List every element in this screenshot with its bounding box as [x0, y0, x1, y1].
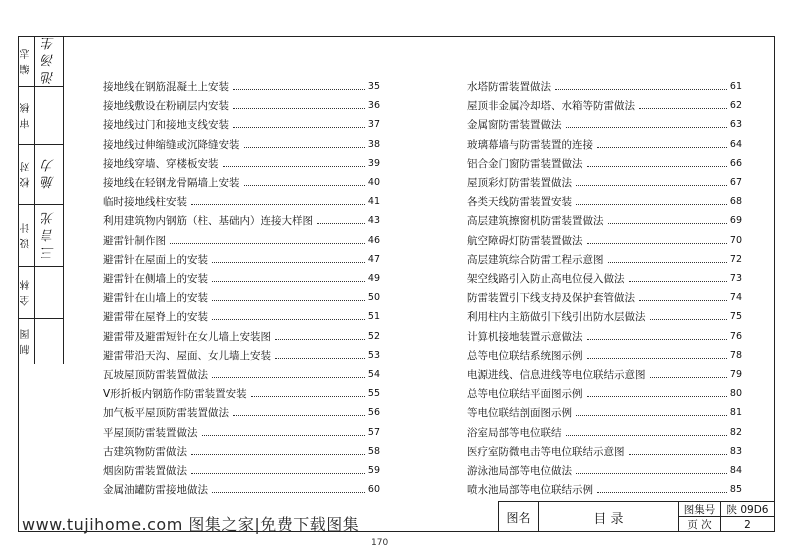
- toc-leader-dots: [212, 491, 365, 493]
- sidebar-label: 制 图: [21, 328, 32, 355]
- toc-entry-page: 72: [729, 253, 742, 265]
- toc-leader-dots: [576, 184, 727, 186]
- toc-leader-dots: [275, 357, 365, 359]
- toc-entry-page: 46: [367, 234, 380, 246]
- sidebar-label: 审 核: [21, 102, 32, 129]
- toc-leader-dots: [587, 338, 727, 340]
- toc-entry-page: 51: [367, 311, 380, 323]
- sidebar-row-1: [18, 36, 64, 86]
- toc-leader-dots: [191, 472, 365, 474]
- toc-leader-dots: [223, 165, 365, 167]
- toc-entry: [467, 401, 742, 419]
- toc-entry: [467, 459, 742, 477]
- sidebar-row-5: [18, 266, 64, 318]
- toc-leader-dots: [212, 299, 365, 301]
- toc-entry-page: 79: [729, 369, 742, 380]
- toc-leader-dots: [244, 146, 365, 148]
- toc-entry-page: 70: [729, 234, 742, 246]
- toc-entry: [467, 440, 742, 458]
- sidebar-row-3: [18, 144, 64, 204]
- sidebar-row-4: [18, 204, 64, 266]
- toc-entry-title: 避雷带沿天沟、屋面、女儿墙上安装: [103, 349, 271, 362]
- toc-entry-page: 74: [729, 292, 742, 304]
- toc-entry-title: 总等电位联结系统图示例: [467, 349, 583, 362]
- toc-leader-dots: [212, 376, 365, 378]
- toc-entry: [467, 171, 742, 189]
- watermark-text: www.tujihome.com 图集之家|免费下载图集: [22, 515, 360, 534]
- toc-entry-title: 平屋顶防雷装置做法: [103, 426, 198, 439]
- toc-entry: [467, 248, 742, 266]
- toc-leader-dots: [275, 338, 365, 340]
- toc-entry-title: 高层建筑综合防雷工程示意图: [467, 253, 604, 266]
- toc-entry-title: V形折板内钢筋作防雷装置安装: [103, 388, 247, 401]
- toc-leader-dots: [608, 261, 727, 263]
- toc-leader-dots: [244, 184, 365, 186]
- toc-leader-dots: [650, 318, 727, 320]
- toc-entry-title: 接地线过伸缩缝或沉降缝安装: [103, 138, 240, 151]
- toc-entry-title: 瓦坡屋顶防雷装置做法: [103, 369, 208, 381]
- toc-entry-page: 55: [367, 388, 380, 400]
- toc-entry: [103, 94, 380, 112]
- toc-entry-page: 35: [367, 81, 380, 92]
- toc-entry-title: 接地线穿墙、穿楼板安装: [103, 157, 219, 170]
- toc-entry-page: 68: [729, 196, 742, 208]
- toc-entry-title: 避雷带在屋脊上的安装: [103, 311, 208, 324]
- toc-entry-title: 烟囱防雷装置做法: [103, 465, 187, 477]
- toc-entry-title: 航空障碍灯防雷装置做法: [467, 234, 583, 247]
- toc-entry-page: 66: [729, 157, 742, 169]
- toc-entry-page: 61: [729, 81, 742, 92]
- title-block: [498, 501, 775, 532]
- sidebar-row-6: [18, 318, 64, 364]
- toc-entry-title: 铝合金门窗防雷装置做法: [467, 157, 583, 170]
- toc-entry-title: 浴室局部等电位联结: [467, 426, 562, 439]
- title-block-atlas-value: 陕 09D6: [721, 502, 774, 517]
- page-number: 170: [371, 538, 389, 548]
- toc-entry: [467, 113, 742, 131]
- toc-entry-page: 84: [729, 465, 742, 476]
- toc-entry-title: 接地线在钢筋混凝土上安装: [103, 81, 229, 93]
- toc-entry-title: 金属油罐防雷接地做法: [103, 484, 208, 497]
- toc-entry-title: 玻璃幕墙与防雷装置的连接: [467, 138, 593, 151]
- toc-leader-dots: [566, 434, 727, 436]
- toc-entry-title: 避雷针在侧墙上的安装: [103, 273, 208, 285]
- toc-leader-dots: [597, 146, 727, 148]
- toc-entry-title: 接地线敷设在粉刷层内安装: [103, 100, 229, 113]
- toc-entry-title: 游泳池局部等电位做法: [467, 465, 572, 477]
- toc-leader-dots: [191, 203, 365, 205]
- toc-entry-title: 等电位联结剖面图示例: [467, 407, 572, 420]
- toc-entry-page: 82: [729, 426, 742, 438]
- toc-entry: [103, 421, 380, 439]
- toc-leader-dots: [566, 126, 727, 128]
- toc-entry-page: 54: [367, 369, 380, 380]
- toc-entry-page: 41: [367, 196, 380, 208]
- toc-leader-dots: [170, 242, 365, 244]
- toc-entry: [103, 248, 380, 266]
- toc-entry-page: 81: [729, 407, 742, 419]
- toc-entry-page: 75: [729, 311, 742, 323]
- toc-leader-dots: [212, 318, 365, 320]
- toc-entry: [467, 152, 742, 170]
- sidebar-label: 编 志: [21, 47, 32, 75]
- toc-entry-page: 58: [367, 445, 380, 457]
- toc-leader-dots: [576, 472, 727, 474]
- toc-entry: [467, 209, 742, 227]
- toc-leader-dots: [587, 242, 727, 244]
- toc-leader-dots: [212, 280, 365, 282]
- toc-entry: [467, 94, 742, 112]
- toc-entry: [467, 190, 742, 208]
- toc-entry-page: 52: [367, 330, 380, 342]
- toc-entry-page: 47: [367, 253, 380, 265]
- toc-entry-title: 避雷带及避雷短针在女儿墙上安装图: [103, 330, 271, 343]
- toc-entry-title: 避雷针在屋面上的安装: [103, 253, 208, 266]
- title-block-page-label: 页 次: [679, 517, 721, 532]
- toc-entry: [467, 75, 742, 93]
- toc-entry: [103, 440, 380, 458]
- toc-entry-title: 利用柱内主筋做引下线引出防水层做法: [467, 311, 646, 324]
- toc-entry-page: 64: [729, 138, 742, 150]
- toc-entry: [103, 305, 380, 323]
- toc-entry-title: 金属窗防雷装置做法: [467, 119, 562, 132]
- toc-entry-page: 80: [729, 388, 742, 400]
- toc-entry-page: 36: [367, 100, 380, 112]
- toc-entry-page: 56: [367, 407, 380, 419]
- toc-entry-title: 避雷针在山墙上的安装: [103, 292, 208, 305]
- toc-entry-page: 67: [729, 177, 742, 188]
- toc-leader-dots: [587, 395, 727, 397]
- toc-entry-title: 利用建筑物内钢筋（柱、基础内）连接大样图: [103, 215, 313, 228]
- toc-entry-title: 接地线过门和接地支线安装: [103, 119, 229, 132]
- toc-leader-dots: [587, 165, 727, 167]
- toc-entry-title: 电源进线、信息进线等电位联结示意图: [467, 369, 646, 381]
- toc-entry: [467, 229, 742, 247]
- signature: 池 汤 生: [42, 37, 57, 85]
- toc-entry-page: 40: [367, 177, 380, 188]
- toc-entry-title: 计算机接地装置示意做法: [467, 330, 583, 343]
- toc-entry: [103, 75, 380, 93]
- toc-entry: [467, 325, 742, 343]
- toc-leader-dots: [212, 261, 365, 263]
- sidebar-row-2: [18, 86, 64, 144]
- toc-entry-page: 69: [729, 215, 742, 227]
- toc-entry-title: 防雷装置引下线支持及保护套管做法: [467, 292, 635, 305]
- toc-entry: [103, 478, 380, 496]
- toc-entry-title: 古建筑物防雷做法: [103, 445, 187, 458]
- approval-sidebar: [18, 36, 64, 364]
- toc-entry: [467, 421, 742, 439]
- toc-entry: [103, 190, 380, 208]
- toc-entry: [103, 325, 380, 343]
- title-block-page-value: 2: [744, 518, 751, 531]
- signature: 三 言 光: [42, 211, 57, 260]
- toc-entry: [103, 382, 380, 400]
- toc-entry: [467, 363, 742, 381]
- toc-entry-page: 73: [729, 273, 742, 284]
- toc-leader-dots: [317, 222, 365, 224]
- toc-leader-dots: [233, 126, 365, 128]
- toc-entry-page: 78: [729, 349, 742, 361]
- toc-leader-dots: [555, 88, 727, 90]
- toc-entry: [467, 478, 742, 496]
- toc-entry: [103, 152, 380, 170]
- toc-entry: [103, 401, 380, 419]
- toc-entry-page: 39: [367, 157, 380, 169]
- toc-leader-dots: [650, 376, 727, 378]
- toc-entry-title: 接地线在轻钢龙骨隔墙上安装: [103, 177, 240, 189]
- toc-leader-dots: [597, 491, 727, 493]
- toc-entry: [103, 133, 380, 151]
- toc-leader-dots: [629, 453, 727, 455]
- toc-entry-page: 59: [367, 465, 380, 476]
- toc-entry: [103, 459, 380, 477]
- toc-leader-dots: [251, 395, 365, 397]
- toc-leader-dots: [576, 203, 727, 205]
- toc-entry-title: 屋顶彩灯防雷装置做法: [467, 177, 572, 189]
- toc-leader-dots: [233, 414, 365, 416]
- toc-entry-title: 水塔防雷装置做法: [467, 81, 551, 93]
- toc-entry: [103, 267, 380, 285]
- toc-leader-dots: [639, 107, 727, 109]
- toc-leader-dots: [587, 357, 727, 359]
- title-block-atlas-label: 图集号: [679, 502, 721, 517]
- sidebar-label: 设 计: [21, 222, 32, 249]
- title-block-name-value: 目 录: [539, 502, 679, 532]
- toc-entry: [467, 382, 742, 400]
- toc-entry-title: 喷水池局部等电位联结示例: [467, 484, 593, 497]
- toc-entry: [467, 305, 742, 323]
- toc-entry-page: 49: [367, 273, 380, 284]
- sidebar-label: 校 对: [21, 161, 32, 188]
- toc-entry-title: 高层建筑擦窗机防雷装置做法: [467, 215, 604, 228]
- toc-entry-page: 50: [367, 292, 380, 304]
- toc-entry: [103, 344, 380, 362]
- toc-leader-dots: [639, 299, 727, 301]
- toc-entry: [103, 171, 380, 189]
- toc-entry: [103, 229, 380, 247]
- toc-entry-page: 85: [729, 484, 742, 496]
- toc-leader-dots: [576, 414, 727, 416]
- toc-leader-dots: [202, 434, 365, 436]
- toc-entry-title: 加气板平屋顶防雷装置做法: [103, 407, 229, 420]
- toc-entry: [103, 286, 380, 304]
- toc-leader-dots: [233, 107, 365, 109]
- toc-entry-page: 43: [367, 215, 380, 227]
- toc-entry-page: 53: [367, 349, 380, 361]
- sidebar-label: 全 林: [21, 279, 32, 306]
- toc-entry-title: 屋顶非金属冷却塔、水箱等防雷做法: [467, 100, 635, 113]
- toc-leader-dots: [233, 88, 365, 90]
- toc-entry-page: 60: [367, 484, 380, 496]
- signature: 施 力: [42, 159, 57, 190]
- toc-entry: [103, 209, 380, 227]
- toc-leader-dots: [629, 280, 727, 282]
- toc-entry: [103, 113, 380, 131]
- toc-entry: [103, 363, 380, 381]
- toc-entry-page: 76: [729, 330, 742, 342]
- toc-entry-page: 38: [367, 138, 380, 150]
- toc-entry-title: 各类天线防雷装置安装: [467, 196, 572, 209]
- toc-entry: [467, 344, 742, 362]
- toc-entry-title: 避雷针制作图: [103, 234, 166, 247]
- toc-entry-page: 37: [367, 119, 380, 131]
- toc-entry-title: 临时接地线柱安装: [103, 196, 187, 209]
- toc-entry-page: 57: [367, 426, 380, 438]
- toc-entry-page: 63: [729, 119, 742, 131]
- toc-entry-page: 83: [729, 445, 742, 457]
- toc-entry: [467, 133, 742, 151]
- toc-entry-title: 总等电位联结平面图示例: [467, 388, 583, 401]
- toc-entry-title: 架空线路引入防止高电位侵入做法: [467, 273, 625, 285]
- toc-entry: [467, 267, 742, 285]
- toc-entry-title: 医疗室防微电击等电位联结示意图: [467, 445, 625, 458]
- toc-entry: [467, 286, 742, 304]
- title-block-name-label: 图名: [499, 502, 539, 532]
- toc-leader-dots: [608, 222, 727, 224]
- toc-entry-page: 62: [729, 100, 742, 112]
- toc-leader-dots: [191, 453, 365, 455]
